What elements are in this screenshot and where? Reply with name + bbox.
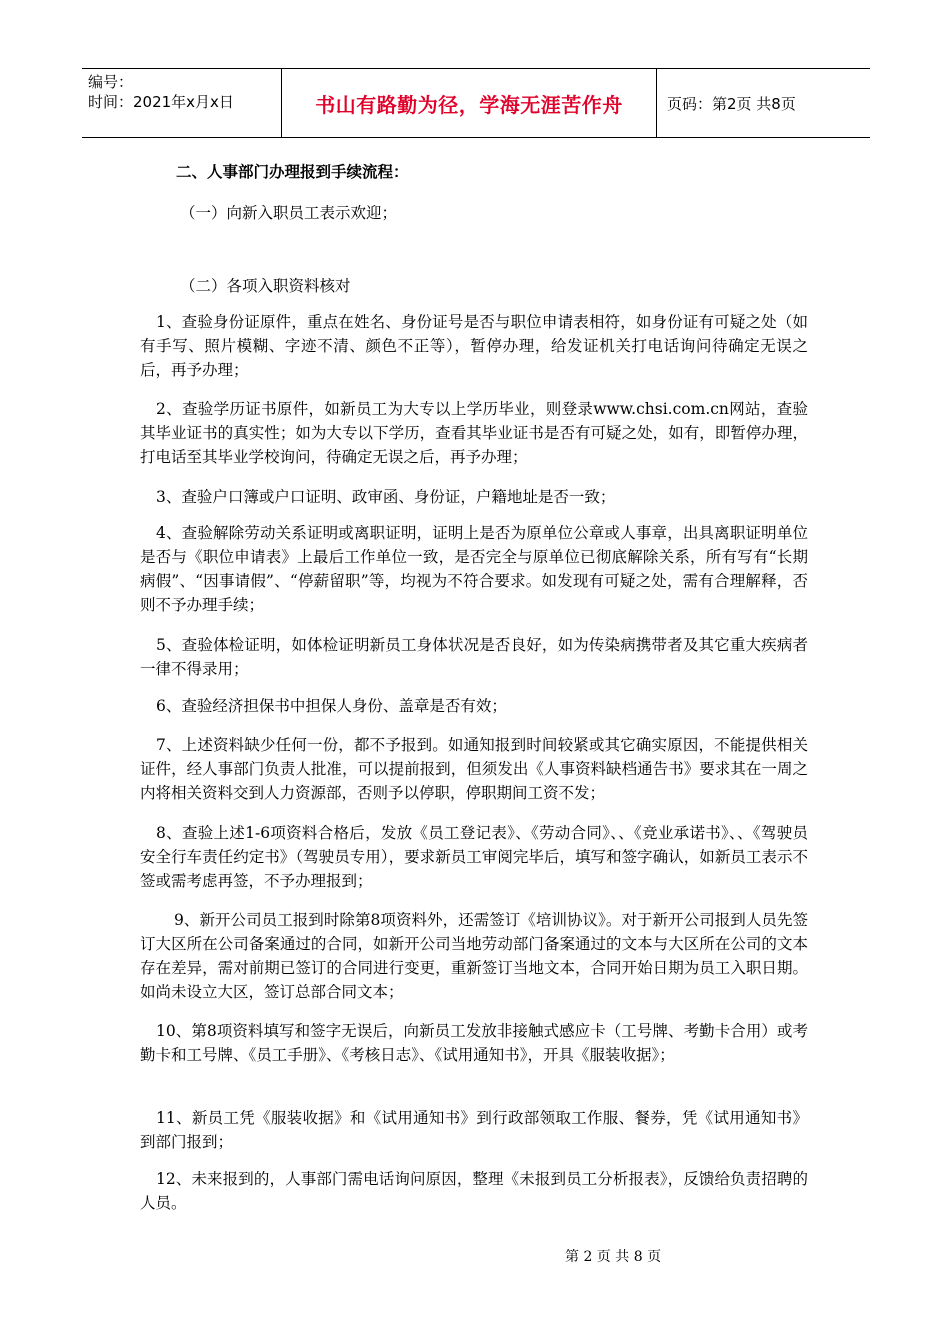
- paragraph: 6、查验经济担保书中担保人身份、盖章是否有效；: [156, 697, 507, 715]
- section-title: 二、人事部门办理报到手续流程：: [176, 163, 409, 181]
- page-header: [82, 68, 870, 138]
- document-number: 编号：: [88, 73, 134, 91]
- header-page-number: 页码：第2页 共8页: [667, 95, 796, 113]
- paragraph: 2、查验学历证书原件，如新员工为大专以上学历毕业，则登录www.chsi.com.cn网站，查验其毕业证书的真实性；如为大专以下学历，查看其毕业证书是否有可疑之处，如有，即暂停办理，打电话至其毕业学校询问，待确定无误之后，再予办理；: [140, 400, 808, 466]
- paragraph: 3、查验户口簿或户口证明、政审函、身份证，户籍地址是否一致；: [156, 488, 616, 506]
- sub-item: （二）各项入职资料核对: [180, 277, 351, 295]
- paragraph: 8、查验上述1-6项资料合格后，发放《员工登记表》、《劳动合同》、、《竞业承诺书》、、《驾驶员安全行车责任约定书》（驾驶员专用），要求新员工审阅完毕后，填写和签字确认，如新员工表示不签或需考虑再签，不予办理报到；: [140, 824, 808, 890]
- header-motto-cell: [282, 69, 657, 137]
- paragraph: 11、新员工凭《服装收据》和《试用通知书》到行政部领取工作服、餐券，凭《试用通知书》到部门报到；: [140, 1109, 808, 1151]
- paragraph: 12、未来报到的，人事部门需电话询问原因，整理《未报到员工分析报表》，反馈给负责招聘的人员。: [140, 1170, 808, 1212]
- paragraph: 4、查验解除劳动关系证明或离职证明，证明上是否为原单位公章或人事章，出具离职证明单位是否与《职位申请表》上最后工作单位一致，是否完全与原单位已彻底解除关系，所有写有“长期病假”、“因事请假”、“停薪留职”等，均视为不符合要求。如发现有可疑之处，需有合理解释，否则不予办理手续；: [140, 524, 808, 614]
- header-motto: 书山有路勤为径，学海无涯苦作舟: [315, 93, 623, 117]
- footer-page-number: 第 2 页 共 8 页: [565, 1249, 662, 1265]
- header-meta: [82, 69, 282, 137]
- paragraph: 7、上述资料缺少任何一份，都不予报到。如通知报到时间较紧或其它确实原因，不能提供相关证件，经人事部门负责人批准，可以提前报到，但须发出《人事资料缺档通告书》要求其在一周之内将相关资料交到人力资源部，否则予以停职，停职期间工资不发；: [140, 736, 808, 802]
- paragraph: 5、查验体检证明，如体检证明新员工身体状况是否良好，如为传染病携带者及其它重大疾病者一律不得录用；: [140, 636, 808, 678]
- paragraph: 10、第8项资料填写和签字无误后，向新员工发放非接触式感应卡（工号牌、考勤卡合用）或考勤卡和工号牌、《员工手册》、《考核日志》、《试用通知书》，开具《服装收据》；: [140, 1022, 808, 1064]
- paragraph: 9、新开公司员工报到时除第8项资料外，还需签订《培训协议》。对于新开公司报到人员先签订大区所在公司备案通过的合同，如新开公司当地劳动部门备案通过的文本与大区所在公司的文本存在差异，需对前期已签订的合同进行变更，重新签订当地文本，合同开始日期为员工入职日期。如尚未设立大区，签订总部合同文本；: [140, 911, 808, 1001]
- header-page-cell: [657, 69, 870, 137]
- paragraph: 1、查验身份证原件，重点在姓名、身份证号是否与职位申请表相符，如身份证有可疑之处（如有手写、照片模糊、字迹不清、颜色不正等），暂停办理，给发证机关打电话询问待确定无误之后，再予办理；: [140, 313, 808, 379]
- document-date: 时间：2021年x月x日: [88, 93, 234, 111]
- sub-item: （一）向新入职员工表示欢迎；: [180, 204, 398, 222]
